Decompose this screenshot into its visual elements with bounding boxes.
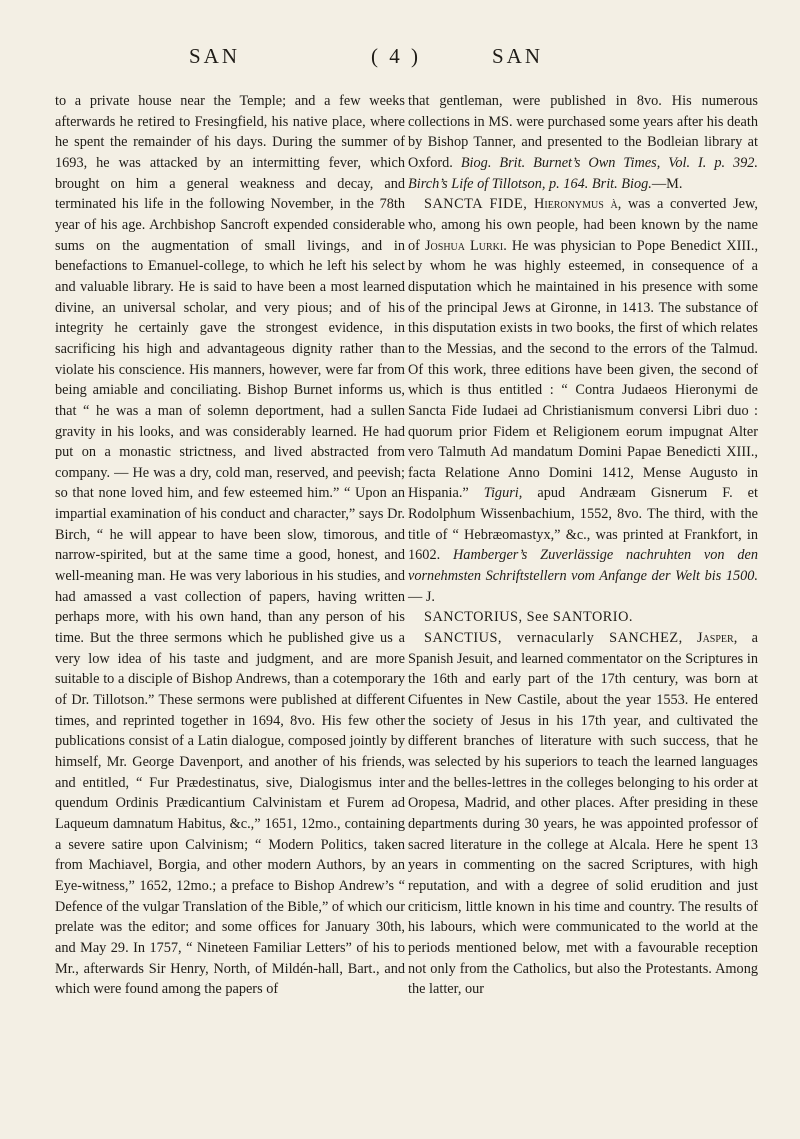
entry-text: a Spanish Jesuit, and learned commentator on the Scriptures in the 16th and early part of the 17th century, was born at Cifuentes in New Castile, about the year 1553. He entered the society of Jesus in his 17th year, and cultivated the different branches of literature with such success, that he was selected by his superiors to teach the learned languages and the belles-lettres in the colleges belonging to his order at Oropesa, Madrid, and other places. After presiding in these departments during 30 years, he was appointed professor of sacred literature in the college at Alcala. Here he spent 13 years in commenting on the sacred Scriptures, with high reputation, and with a degree of solid erudition and just criticism, little known in his time and country. The results of his labours, which were communicated to the world at the periods mentioned below, met with a favourable reception not only from the Catholics, but also the Protestants. Among the latter, our: [408, 630, 758, 998]
entry-sanctius: [408, 628, 758, 1000]
entry-name-joshua: Joshua Lurki.: [424, 237, 507, 254]
entry-heading-sanctius: SANCTIUS, vernacularly SANCHEZ,: [424, 630, 683, 647]
entry-name-jasper: Jasper,: [697, 630, 738, 647]
entry-heading-sanctorius: SANCTORIUS, See SANTORIO.: [424, 609, 633, 626]
sancroft-paragraph: to a private house near the Temple; and a few weeks afterwards he retired to Fresingfield, his native place, where he spent the remainder of his days. During the summer of 1693, he was attacked by an intermitting fever, which brought on him a general weakness and decay, and terminated his life in the following November, in the 78th year of his age. Archbishop Sancroft expended considerable sums on the augmentation of small livings, and in benefactions to Emanuel-college, to which he left his select and valuable library. He is said to have been a most learned divine, an universal scholar, and very pious; and of his integrity he certainly gave the strongest evidence, in sacrificing his high and advantageous dignity rather than violate his conscience. His manners, however, were far from being amiable and conciliating. Bishop Burnet informs us, that “ he was a man of solemn deportment, had a sullen gravity in his looks, and was considerably learned. He had put on a monastic strictness, and lived abstracted from company. — He was a dry, cold man, reserved, and peevish; so that none loved him, and few esteemed him.” “ Upon an impartial examination of his conduct and character,” says Dr. Birch, “ he will appear to have been slow, timorous, and narrow-spirited, but at the same time a good, honest, and well-meaning man. He was very laborious in his studies, and had amassed a vast collection of papers, having written perhaps more, with his own hand, than any person of his time. But the three sermons which he published give us a very low idea of his taste and judgment, and are more suitable to a disciple of Bishop Andrews, than a cotemporary of Dr. Tillotson.” These sermons were published at different times, and reprinted together in 1694, 8vo. His few other publications consist of a Latin dialogue, composed jointly by himself, Mr. George Davenport, and another of his friends, and entitled, “ Fur Prædestinatus, sive, Dialogismus inter quendum Ordinis Prædicantium Calvinistam et Furem ad Laqueum damnatum Habitus, &c.,” 1651, 12mo., containing a severe satire upon Calvinism; “ Modern Politics, taken from Machiavel, Borgia, and other modern Authors, by an Eye-witness,” 1652, 12mo.; a preface to Bishop Andrew’s “ Defence of the vulgar Translation of the Bible,” of which our prelate was the editor; and some offices for January 30th, and May 29. In 1757, “ Nineteen Familiar Letters” of his to Mr., afterwards Sir Henry, North, of Mildén-hall, Bart., and which were found among the papers of: [55, 93, 405, 998]
header-left: SAN: [189, 44, 241, 68]
entry-text: was a converted Jew, who, among his own people, had been known by the name of: [408, 196, 759, 254]
entry-text: He was physician to Pope Benedict XIII., by whom he was highly esteemed, in consequence of a disputation which he maintained in his presence with some of the principal Jews at Gironne, in 1413. The substance of this disputation exists in two books, the first of which relates to the Messias, and the second to the errors of the Talmud. Of this work, three editions have been given, the second of which is thus entitled : “ Contra Judaeos Hieronymi de Sancta Fide Iudaei ad Christianismum conversi Libri duo : quorum prior Fidem et Religionem eorum impugnat Alter vero Talmuth Ad mandatum Domini Papae Benedicti XIII., facta Relatione Anno Domini 1412, Mense Augusto in Hispania.”: [408, 237, 759, 502]
sancroft-paragraph-end: [408, 91, 758, 194]
running-header: [0, 44, 800, 84]
entry-author: — J.: [408, 588, 436, 605]
entry-place-tiguri: Tiguri,: [483, 485, 523, 502]
entry-heading-sancta-fide: SANCTA FIDE,: [424, 196, 528, 213]
entry-reference: Hamberger’s Zuverlässige nachruhten von den vornehmsten Schriftstellern vom Anfange der Welt bis 1500.: [408, 547, 758, 585]
entry-text: apud Andræam Gisnerum F. et Rodolphum Wissenbachium, 1552, 8vo. The third, with the title of “ Hebræomastyx,” &c., was printed at Frankfort, in 1602.: [408, 485, 759, 564]
sancroft-references: Biog. Brit. Burnet’s Own Times, Vol. I. p. 392. Birch’s Life of Tillotson, p. 164. Brit. Biog.: [408, 154, 758, 192]
entry-name-hieronymus: Hieronymus à,: [534, 196, 622, 213]
sancroft-author: —M.: [651, 175, 683, 192]
right-column: [408, 91, 758, 1000]
page-number: ( 4 ): [371, 44, 421, 68]
entry-sanctorius: [408, 607, 758, 628]
header-right: SAN: [492, 44, 544, 68]
left-column: [55, 91, 405, 1000]
entry-sancta-fide: [408, 194, 758, 607]
sancroft-text-end: that gentleman, were published in 8vo. His numerous collections in MS. were purchased some years after his death by Bishop Tanner, and presented to the Bodleian library at Oxford.: [408, 93, 758, 171]
